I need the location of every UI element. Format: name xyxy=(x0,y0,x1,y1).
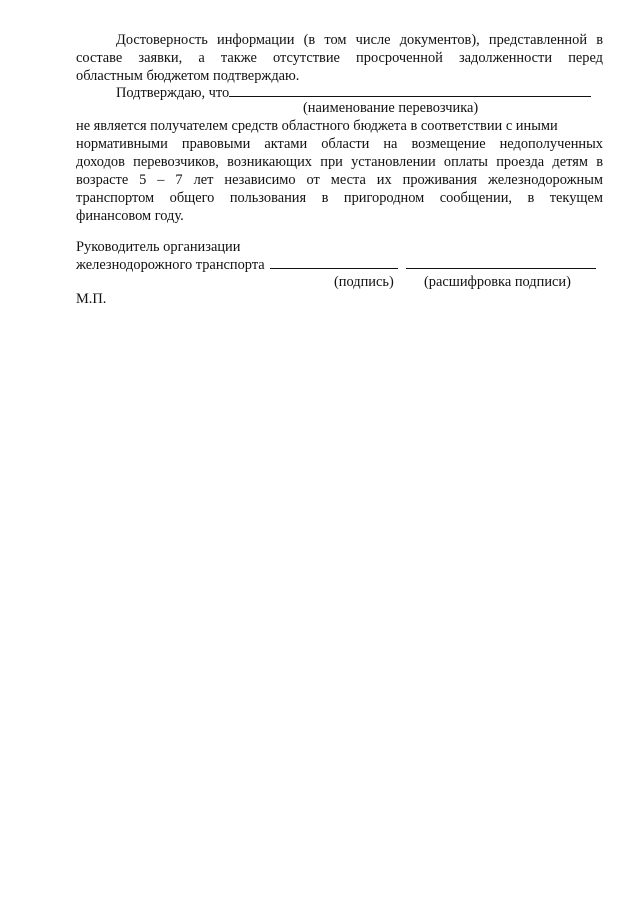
name-decoding-blank xyxy=(406,256,596,269)
paragraph-line: Достоверность информации (в том числе документов), представленной в xyxy=(116,32,603,48)
paragraph-line: нормативными правовыми актами области на возмещение недополученных xyxy=(76,136,603,152)
carrier-name-blank xyxy=(229,84,591,97)
signature-caption: (подпись) xyxy=(334,274,394,290)
not-recipient-paragraph xyxy=(76,117,603,225)
paragraph-line: возрасте 5 – 7 лет независимо от места их проживания железнодорожным xyxy=(76,172,603,188)
name-decoding-caption: (расшифровка подписи) xyxy=(424,274,571,290)
signature-title-line2: железнодорожного транспорта xyxy=(76,257,265,273)
signature-title-line1: Руководитель организации xyxy=(76,239,241,255)
stamp-place-label: М.П. xyxy=(76,291,107,307)
confirm-lead: Подтверждаю, что xyxy=(116,85,230,101)
paragraph-line: финансовом году. xyxy=(76,208,184,224)
signature-blank xyxy=(270,256,398,269)
signature-block xyxy=(76,238,603,274)
paragraph-line: доходов перевозчиков, возникающих при установлении оплаты проезда детям в xyxy=(76,154,603,170)
paragraph-line: не является получателем средств областного бюджета в соответствии с иными xyxy=(76,118,558,134)
info-reliability-paragraph xyxy=(76,31,603,85)
carrier-name-caption: (наименование перевозчика) xyxy=(303,100,479,116)
paragraph-line: транспортом общего пользования в пригородном сообщении, в текущем xyxy=(76,190,603,206)
paragraph-line: составе заявки, а также отсутствие просроченной задолженности перед xyxy=(76,50,603,66)
paragraph-line: областным бюджетом подтверждаю. xyxy=(76,68,300,84)
